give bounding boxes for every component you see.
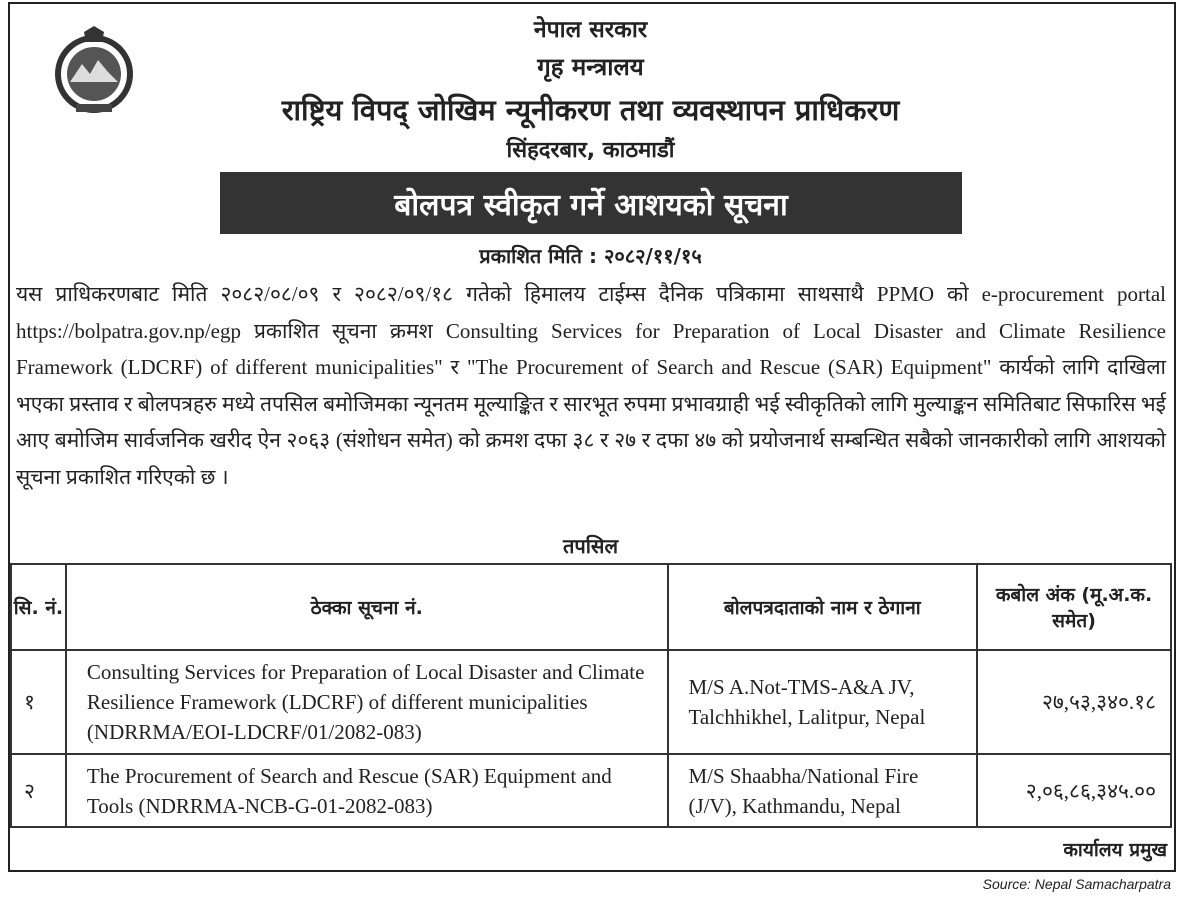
header-line-ministry: गृह मन्त्रालय — [537, 53, 644, 81]
cell-sn: २ — [11, 754, 66, 827]
header-line-government: नेपाल सरकार — [533, 17, 648, 43]
source-credit: Source: Nepal Samacharpatra — [982, 876, 1171, 892]
cell-notice: Consulting Services for Preparation of Local Disaster and Climate Resilience Framework (LDCRF) of different municipalities (NDRRMA/EOI-LDCRF/01/2082-083) — [66, 650, 668, 754]
cell-bidder: M/S A.Not-TMS-A&A JV, Talchhikhel, Lalitpur, Nepal — [668, 650, 978, 754]
cell-notice: The Procurement of Search and Rescue (SAR) Equipment and Tools (NDRRMA-NCB-G-01-2082-083) — [66, 754, 668, 827]
signature-office-head: कार्यालय प्रमुख — [1063, 839, 1167, 861]
cell-amount: २७,५३,३४०.१८ — [977, 650, 1171, 754]
header-line-authority: राष्ट्रिय विपद् जोखिम न्यूनीकरण तथा व्यवस्थापन प्राधिकरण — [281, 93, 900, 127]
header-line-address: सिंहदरबार, काठमाडौं — [506, 138, 675, 163]
cell-amount: २,०६,८६,३४५.०० — [977, 754, 1171, 827]
award-table — [10, 563, 1172, 828]
header-notice-no: ठेक्का सूचना नं. — [66, 564, 668, 650]
table-row — [11, 650, 1171, 754]
header-sn: सि. नं. — [11, 564, 66, 650]
table-header-row — [11, 564, 1171, 650]
notice-body: यस प्राधिकरणबाट मिति २०८२/०८/०९ र २०८२/०९/१८ गतेको हिमालय टाईम्स दैनिक पत्रिकामा साथसाथै PPMO को e-procurement portal https://bolpatra.gov.np/egp प्रकाशित सूचना क्रमश Consulting Services for Preparation of Local Disaster and Climate Resilience Framework (LDCRF) of different municipalities" र "The Procurement of Search and Rescue (SAR) Equipment" कार्यको लागि दाखिला भएका प्रस्ताव र बोलपत्रहरु मध्ये तपसिल बमोजिमका न्यूनतम मूल्याङ्कित र सारभूत रुपमा प्रभावग्राही भई स्वीकृतिको लागि मुल्याङ्कन समितिबाट सिफारिस भई आए बमोजिम सार्वजनिक खरीद ऐन २०६३ (संशोधन समेत) को क्रमश दफा ३८ र २७ र दफा ४७ को प्रयोजनार्थ सम्बन्धित सबैको जानकारीको लागि आशयको सूचना प्रकाशित गरिएको छ । — [16, 282, 1166, 489]
table-row — [11, 754, 1171, 827]
published-date: प्रकाशित मिति : २०८२/११/१५ — [479, 244, 702, 268]
header-amount: कबोल अंक (मू.अ.क. समेत) — [977, 564, 1171, 650]
schedule-title: तपसिल — [562, 534, 619, 558]
cell-bidder: M/S Shaabha/National Fire (J/V), Kathmandu, Nepal — [668, 754, 978, 827]
cell-sn: १ — [11, 650, 66, 754]
header-bidder: बोलपत्रदाताको नाम र ठेगाना — [668, 564, 978, 650]
notice-title-banner: बोलपत्र स्वीकृत गर्ने आशयको सूचना — [220, 172, 962, 234]
